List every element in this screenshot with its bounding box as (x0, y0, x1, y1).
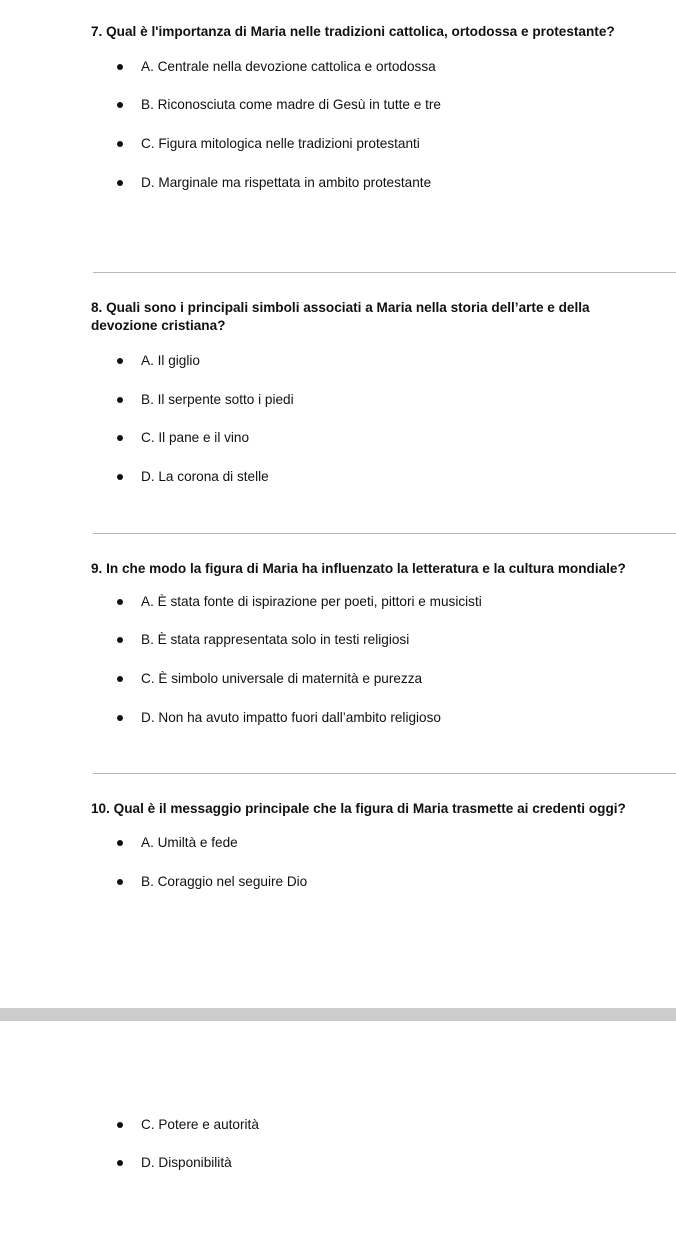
bullet (117, 435, 123, 441)
question-9-option-c: C. È simbolo universale di maternità e purezza (141, 671, 423, 686)
bullet (117, 102, 123, 108)
bullet (117, 64, 123, 70)
bullet (117, 879, 123, 885)
question-9-option-b: B. È stata rappresentata solo in testi religiosi (141, 632, 410, 647)
bullet (117, 141, 123, 147)
bullet (117, 180, 123, 186)
page-break (0, 1008, 676, 1021)
bullet (117, 840, 123, 846)
question-9-option-a: A. È stata fonte di ispirazione per poeti, pittori e musicisti (141, 594, 482, 609)
divider (93, 533, 676, 534)
question-10-text: 10. Qual è il messaggio principale che la figura di Maria trasmette ai credenti oggi? (91, 801, 626, 816)
question-9-option-d: D. Non ha avuto impatto fuori dall’ambito religioso (141, 710, 441, 725)
question-7-option-c: C. Figura mitologica nelle tradizioni protestanti (141, 136, 420, 151)
question-7-option-d: D. Marginale ma rispettata in ambito protestante (141, 175, 432, 190)
bullet (117, 715, 123, 721)
question-8-option-a: A. Il giglio (141, 353, 200, 368)
question-8-option-b: B. Il serpente sotto i piedi (141, 392, 294, 407)
bullet (117, 637, 123, 643)
question-7-option-a: A. Centrale nella devozione cattolica e ortodossa (141, 59, 436, 74)
bullet (117, 397, 123, 403)
question-7-text: 7. Qual è l'importanza di Maria nelle tradizioni cattolica, ortodossa e protestante? (91, 24, 615, 39)
question-8-option-c: C. Il pane e il vino (141, 430, 250, 445)
divider (93, 272, 676, 273)
question-7-option-b: B. Riconosciuta come madre di Gesù in tutte e tre (141, 97, 441, 112)
question-10-option-c: C. Potere e autorità (141, 1117, 259, 1132)
bullet (117, 1160, 123, 1166)
question-8-text: 8. Quali sono i principali simboli associati a Maria nella storia dell’arte e della devozione cristiana? (91, 300, 590, 333)
question-9-text: 9. In che modo la figura di Maria ha influenzato la letteratura e la cultura mondiale? (91, 561, 626, 576)
bullet (117, 358, 123, 364)
bullet (117, 599, 123, 605)
question-8-option-d: D. La corona di stelle (141, 469, 269, 484)
question-10-option-b: B. Coraggio nel seguire Dio (141, 874, 308, 889)
bullet (117, 474, 123, 480)
question-10-option-d: D. Disponibilità (141, 1155, 232, 1170)
bullet (117, 676, 123, 682)
question-10-option-a: A. Umiltà e fede (141, 835, 238, 850)
divider (93, 773, 676, 774)
bullet (117, 1122, 123, 1128)
